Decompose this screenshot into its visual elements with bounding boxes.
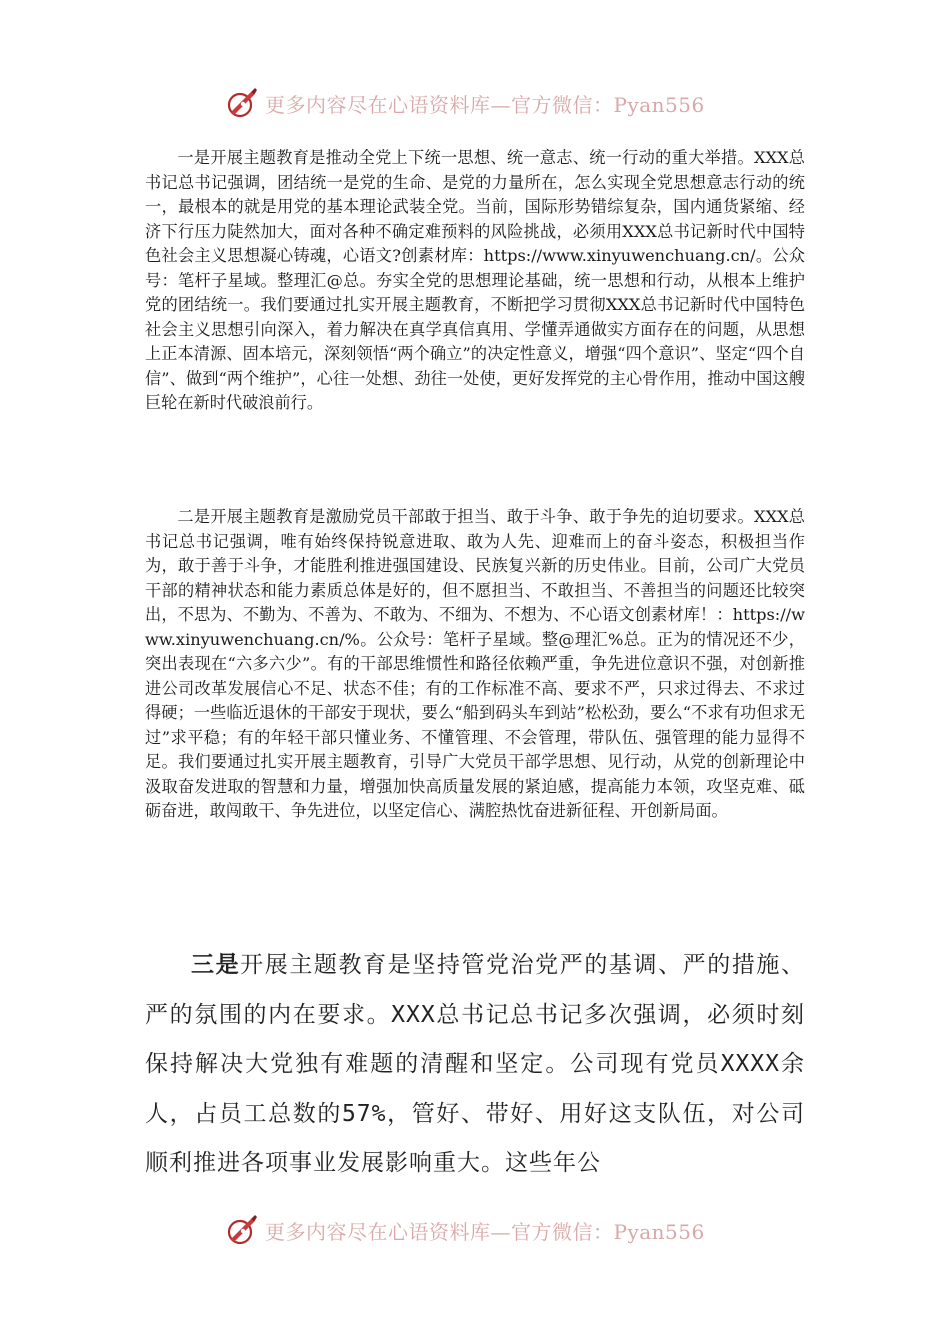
paragraph-two: 二是开展主题教育是激励党员干部敢于担当、敢于斗争、敢于争先的迫切要求。XXX总书记总书记强调，唯有始终保持锐意进取、敢为人先、迎难而上的奋斗姿态，积极担当作为，敢于善于斗争，才能胜利推进强国建设、民族复兴新的历史伟业。目前，公司广大党员干部的精神状态和能力素质总体是好的，但不愿担当、不敢担当、不善担当的问题还比较突出，不思为、不勤为、不善为、不敢为、不细为、不想为、不心语文创素材库！：https://www.xinyuwenchuang.cn/%。公众号：笔杆子星域。整@理汇%总。正为的情况还不少，突出表现在“六多六少”。有的干部思维惯性和路径依赖严重，争先进位意识不强，对创新推进公司改革发展信心不足、状态不佳；有的工作标准不高、要求不严，只求过得去、不求过得硬；一些临近退休的干部安于现状，要么“船到码头车到站”松松劲，要么“不求有功但求无过”求平稳；有的年轻干部只懂业务、不懂管理、不会管理，带队伍、强管理的能力显得不足。我们要通过扎实开展主题教育，引导广大党员干部学思想、见行动，从党的创新理论中汲取奋发进取的智慧和力量，增强加快高质量发展的紧迫感，提高能力本领，攻坚克难、砥砺奋进，敢闯敢干、争先进位，以坚定信心、满腔热忱奋进新征程、开创新局面。 xyxy=(145,507,805,820)
footer-banner-text: 更多内容尽在心语资料库—官方微信：Pyan556 xyxy=(265,1219,705,1244)
paragraph-three-body: 开展主题教育是坚持管党治党严的基调、严的措施、严的氛围的内在要求。XXX总书记总书记多次强调，必须时刻保持解决大党独有难题的清醒和坚定。公司现有党员XXXX余人，占员工总数的57%，管好、带好、用好这支队伍，对公司顺利推进各项事业发展影响重大。这些年公 xyxy=(145,952,806,1176)
paragraph-one: 一是开展主题教育是推动全党上下统一思想、统一意志、统一行动的重大举措。XXX总书记总书记强调，团结统一是党的生命、是党的力量所在，怎么实现全党思想意志行动的统一，最根本的就是用党的基本理论武装全党。当前，国际形势错综复杂，国内通货紧缩、经济下行压力陡然加大，面对各种不确定难预料的风险挑战，必须用XXX总书记新时代中国特色社会主义思想凝心铸魂，心语文?创素材库：https://www.xinyuwenchuang.cn/。公众号：笔杆子星域。整理汇@总。夯实全党的思想理论基础，统一思想和行动，从根本上维护党的团结统一。我们要通过扎实开展主题教育，不断把学习贯彻XXX总书记新时代中国特色社会主义思想引向深入，着力解决在真学真信真用、学懂弄通做实方面存在的问题，从思想上正本清源、固本培元，深刻领悟“两个确立”的决定性意义，增强“四个意识”、坚定“四个自信”、做到“两个维护”，心往一处想、劲往一处使，更好发挥党的主心骨作用，推动中国这艘巨轮在新时代破浪前行。 xyxy=(145,148,805,412)
header-banner-text: 更多内容尽在心语资料库—官方微信：Pyan556 xyxy=(265,92,705,117)
pen-logo-icon xyxy=(225,1213,259,1247)
pen-logo-icon xyxy=(225,86,259,120)
header-banner xyxy=(225,86,725,120)
paragraph-three xyxy=(145,941,805,1189)
footer-banner xyxy=(225,1213,725,1247)
paragraph-three-lead: 三是 xyxy=(191,952,241,978)
